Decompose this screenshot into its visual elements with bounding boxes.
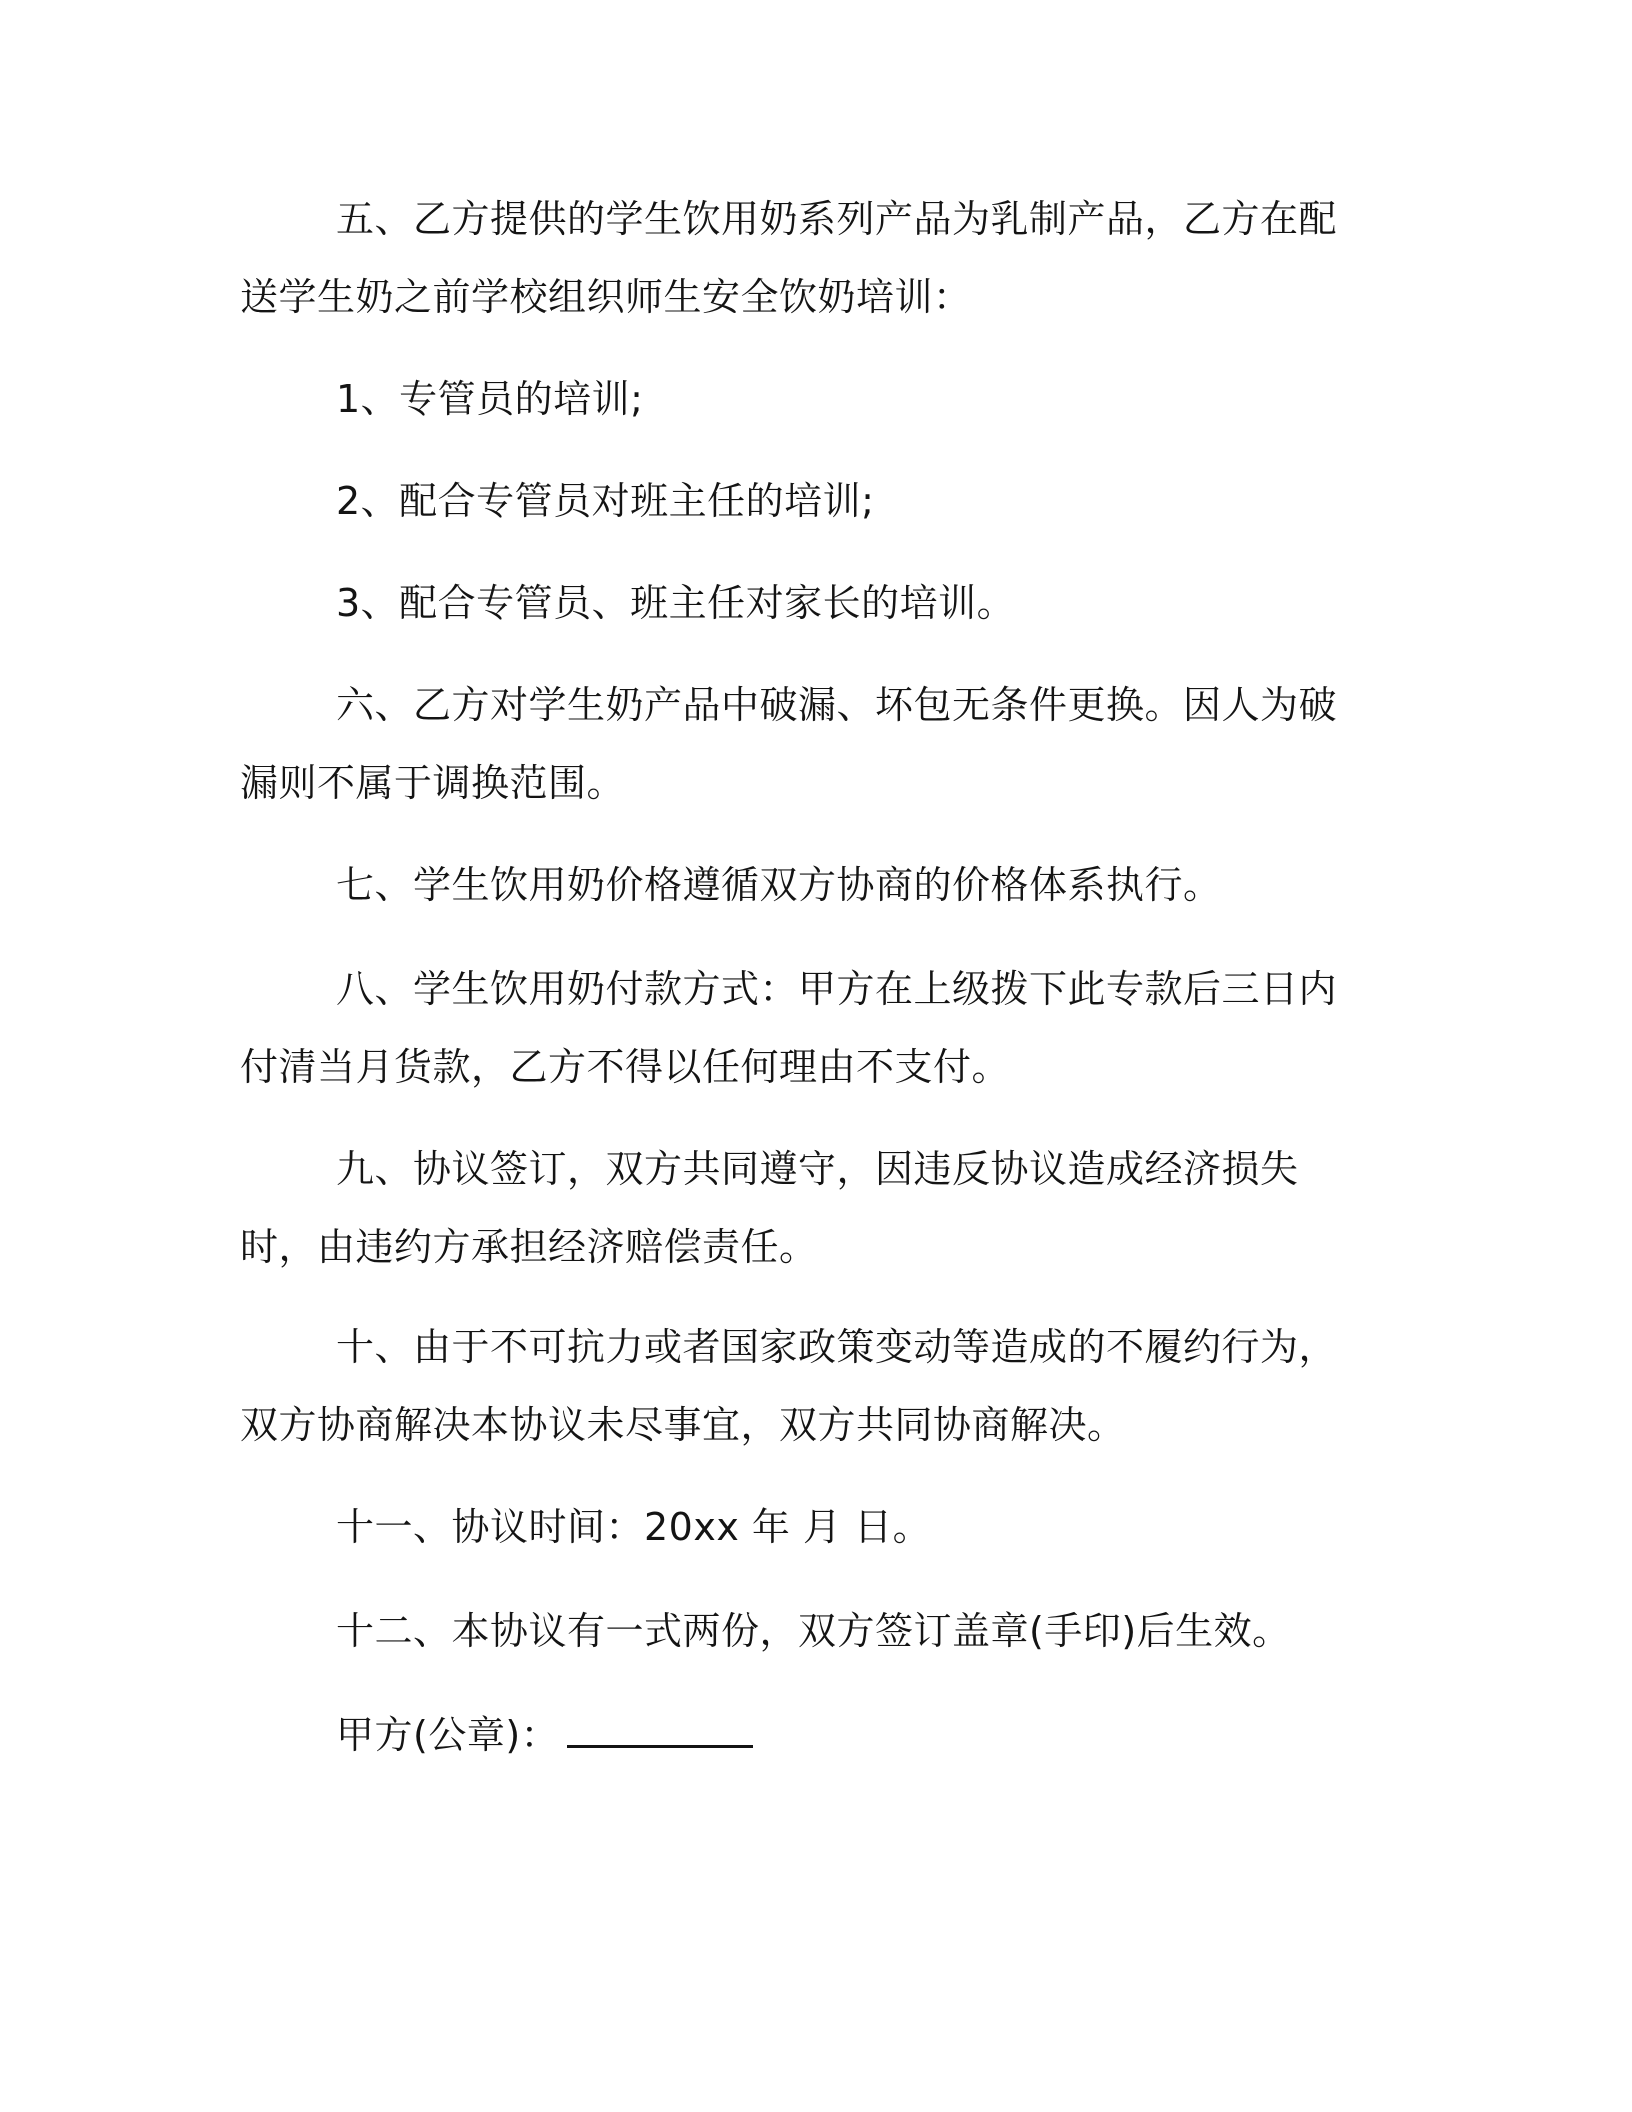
paragraph-clause-10: 十、由于不可抗力或者国家政策变动等造成的不履约行为，双方协商解决本协议未尽事宜，双方共同协商解决。 xyxy=(240,1325,1338,1447)
signature-label: 甲方(公章)： xyxy=(336,1713,560,1757)
paragraph-clause-9: 九、协议签订，双方共同遵守，因违反协议造成经济损失时，由违约方承担经济赔偿责任。 xyxy=(240,1147,1299,1269)
paragraph-clause-12: 十二、本协议有一式两份，双方签订盖章(手印)后生效。 xyxy=(336,1609,1291,1653)
paragraph-item-1: 1、专管员的培训; xyxy=(336,377,644,421)
paragraph-clause-11: 十一、协议时间：20xx 年 月 日。 xyxy=(336,1505,932,1549)
paragraph-item-3: 3、配合专管员、班主任对家长的培训。 xyxy=(336,581,1016,625)
paragraph-clause-8: 八、学生饮用奶付款方式：甲方在上级拨下此专款后三日内付清当月货款，乙方不得以任何理由不支付。 xyxy=(240,967,1338,1089)
paragraph-item-2: 2、配合专管员对班主任的培训; xyxy=(336,479,875,523)
paragraph-clause-7: 七、学生饮用奶价格遵循双方协商的价格体系执行。 xyxy=(336,863,1222,907)
signature-blank xyxy=(567,1715,753,1748)
signature-line-party-a xyxy=(240,1696,1370,1774)
paragraph-clause-5: 五、乙方提供的学生饮用奶系列产品为乳制产品，乙方在配送学生奶之前学校组织师生安全饮奶培训： xyxy=(240,197,1338,319)
paragraph-clause-6: 六、乙方对学生奶产品中破漏、坏包无条件更换。因人为破漏则不属于调换范围。 xyxy=(240,683,1338,805)
